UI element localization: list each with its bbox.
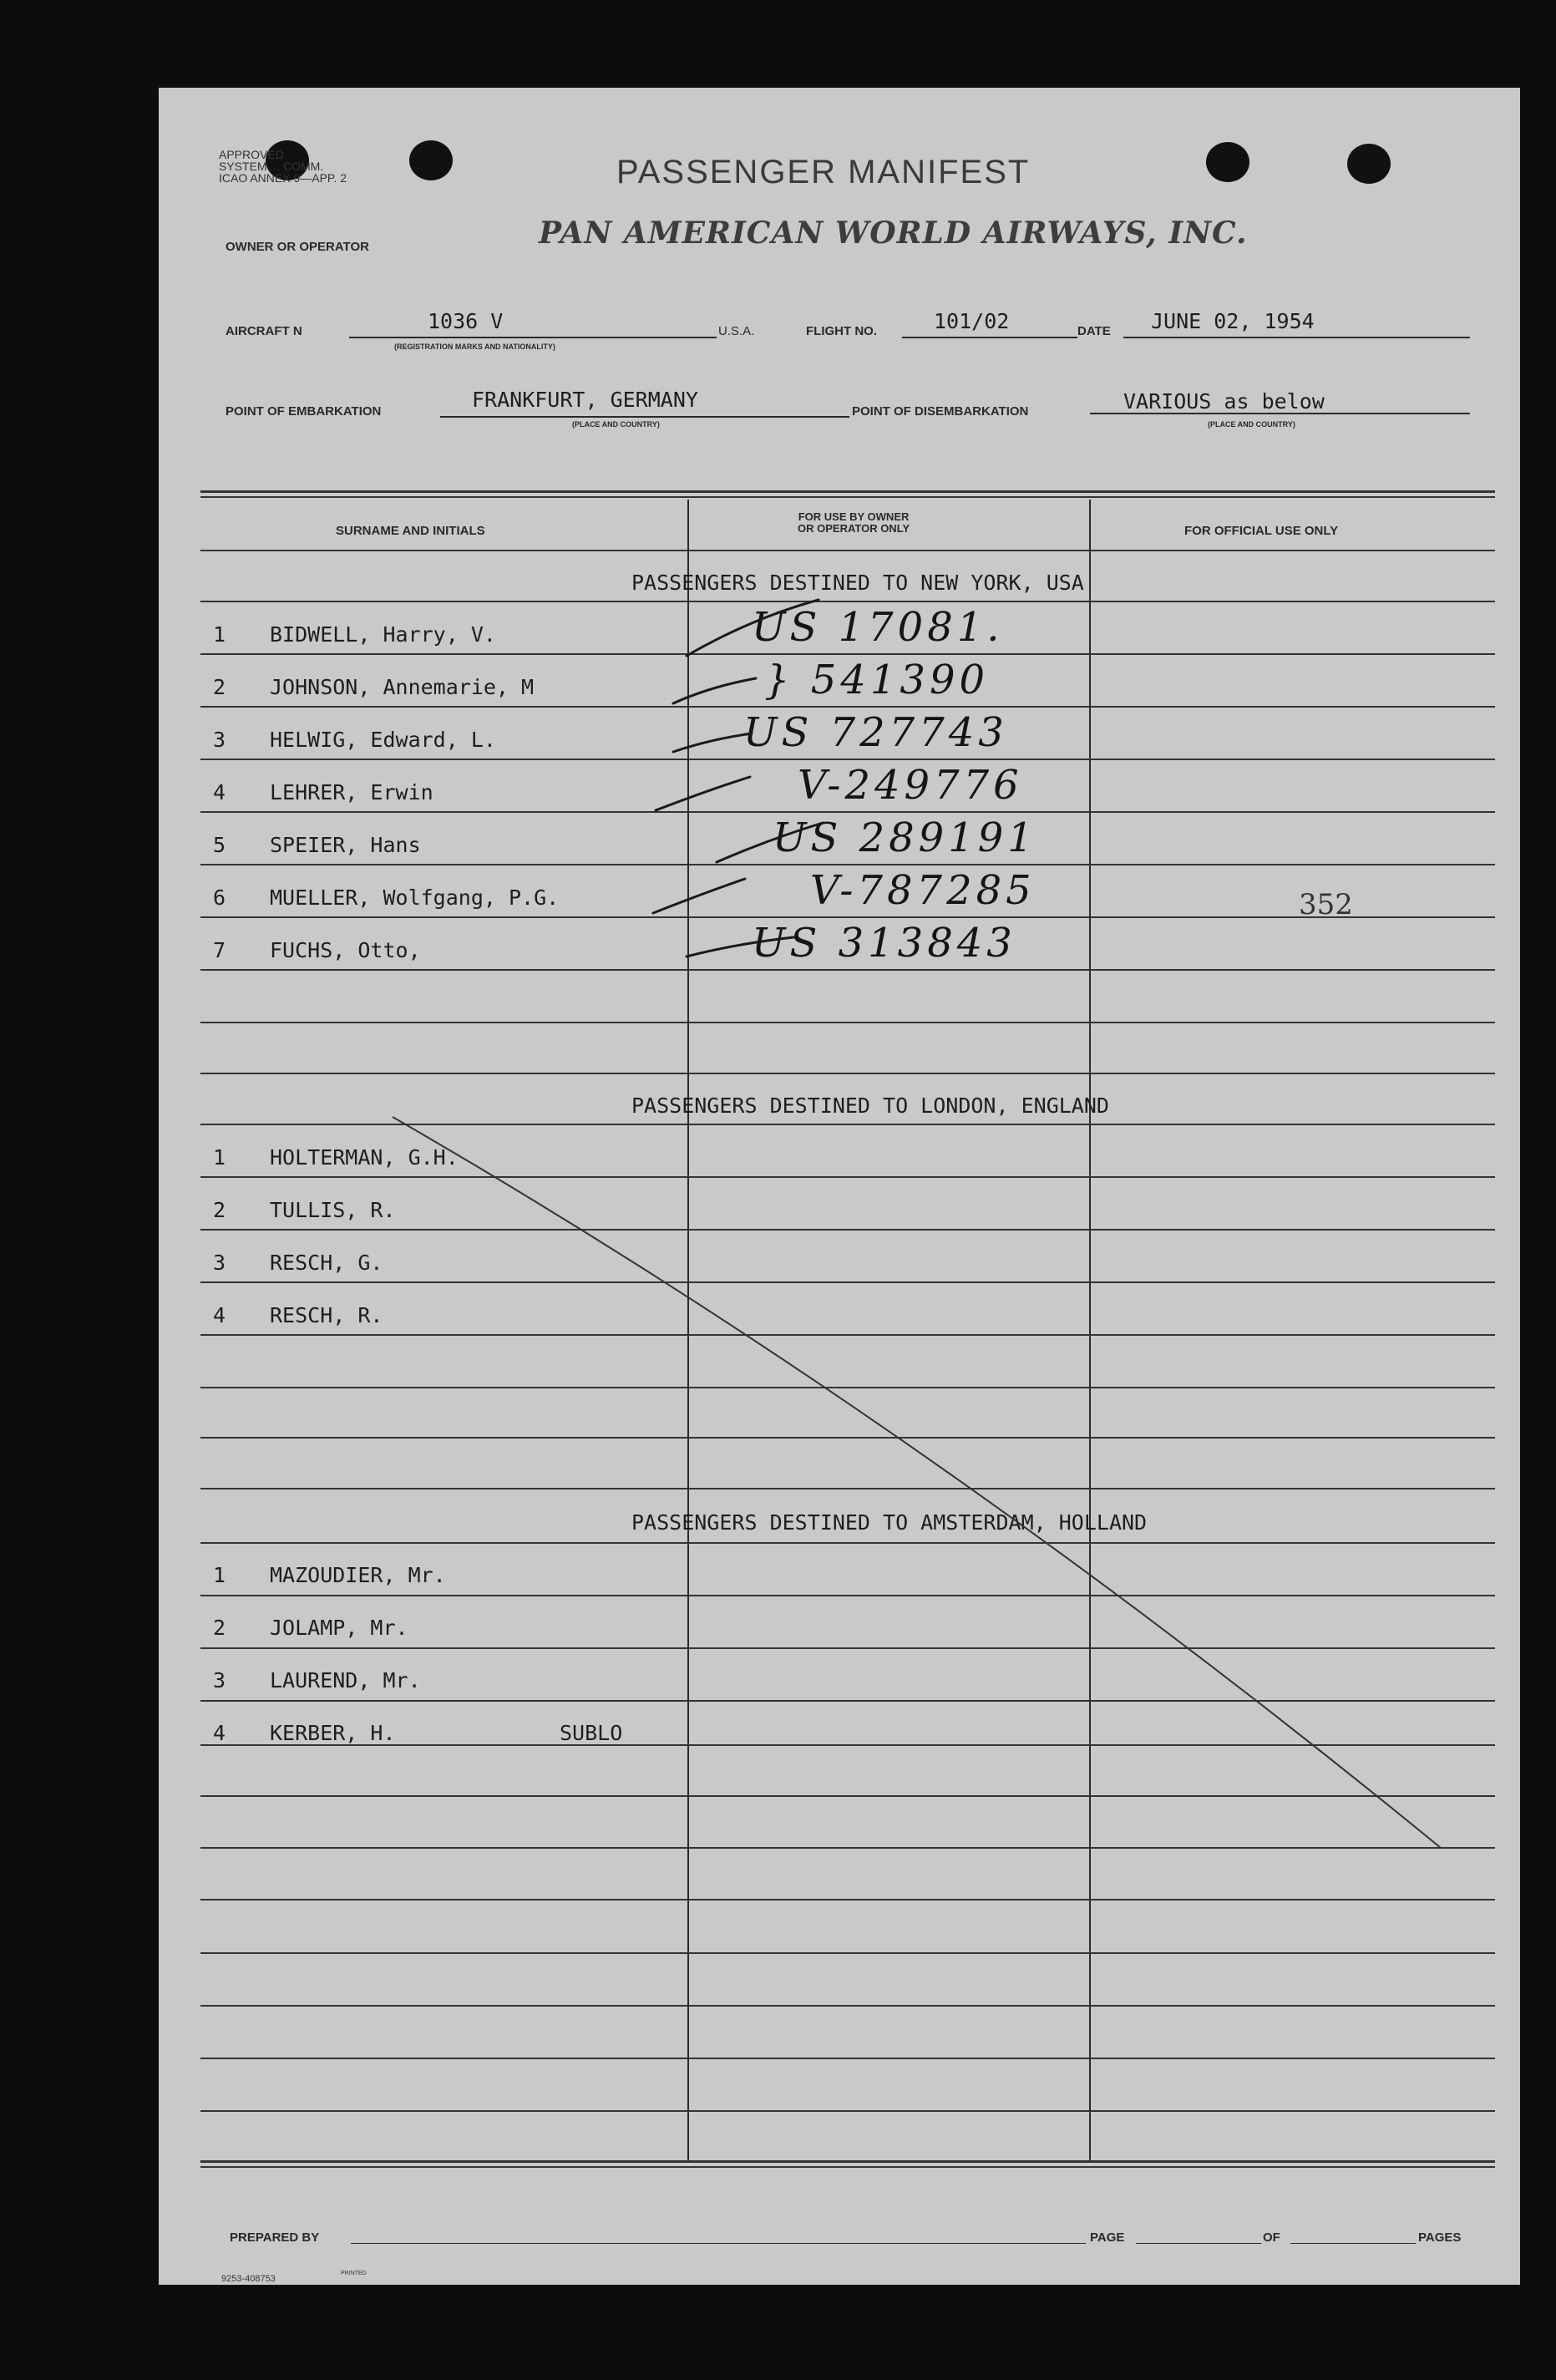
tick-mark — [673, 678, 756, 703]
passenger-name: LAUREND, Mr. — [270, 1668, 421, 1692]
passenger-name: MAZOUDIER, Mr. — [270, 1563, 446, 1587]
approval-line: ICAO ANNEX 9—APP. 2 — [219, 171, 347, 185]
passport-number: } 541390 — [764, 657, 990, 703]
aircraft-label: AIRCRAFT N — [226, 324, 302, 338]
of-underline — [1290, 2243, 1416, 2244]
passenger-number: 1 — [213, 622, 226, 647]
approval-line: APPROVED — [219, 148, 284, 161]
passenger-number: 6 — [213, 886, 226, 910]
manifest-title: PASSENGER MANIFEST — [616, 154, 1031, 190]
passenger-name: FUCHS, Otto, — [270, 938, 421, 962]
passport-number: US 727743 — [743, 709, 1008, 756]
section-heading-london: PASSENGERS DESTINED TO LONDON, ENGLAND — [631, 1094, 1109, 1118]
approval-line: SYSTEM ... COMM. — [219, 160, 324, 173]
form-number: 9253-408753 — [221, 2274, 276, 2284]
disembark-place-note: (PLACE AND COUNTRY) — [1208, 420, 1295, 429]
usa-label: U.S.A. — [718, 324, 755, 338]
of-label: OF — [1263, 2230, 1280, 2245]
passport-number: US 313843 — [752, 920, 1016, 967]
tick-mark — [673, 733, 752, 752]
official-note: 352 — [1299, 888, 1353, 921]
passenger-name: MUELLER, Wolfgang, P.G. — [270, 886, 560, 910]
embark-place-note: (PLACE AND COUNTRY) — [572, 420, 660, 429]
diagonal-strike-line — [393, 1117, 1441, 1848]
owner-use-line-2: OR OPERATOR ONLY — [798, 522, 910, 535]
tick-mark — [656, 777, 750, 810]
tick-mark — [653, 879, 745, 913]
disembark-label: POINT OF DISEMBARKATION — [852, 404, 1029, 419]
passenger-name: TULLIS, R. — [270, 1198, 396, 1222]
prepared-label: PREPARED BY — [230, 2230, 320, 2245]
passport-number: V-249776 — [798, 762, 1023, 809]
tick-mark — [717, 823, 823, 862]
passenger-number: 5 — [213, 833, 226, 857]
passenger-name: LEHRER, Erwin — [270, 780, 433, 804]
printed-mark: PRINTED — [341, 2271, 367, 2276]
embark-value: FRANKFURT, GERMANY — [472, 388, 698, 412]
passenger-name: KERBER, H. — [270, 1721, 396, 1745]
passenger-number: 2 — [213, 1198, 226, 1222]
owner-use-line-1: FOR USE BY OWNER — [798, 510, 910, 523]
passenger-number: 2 — [213, 675, 226, 699]
passenger-name: JOHNSON, Annemarie, M — [270, 675, 535, 699]
page-underline — [1136, 2243, 1261, 2244]
tick-mark — [687, 937, 793, 957]
pages-label: PAGES — [1418, 2230, 1462, 2245]
section-heading-new-york: PASSENGERS DESTINED TO NEW YORK, USA — [631, 571, 1084, 595]
passport-number: US 289191 — [773, 814, 1037, 861]
flight-value: 101/02 — [934, 309, 1010, 333]
passenger-number: 3 — [213, 1251, 226, 1275]
passport-number: US 17081. — [752, 604, 1004, 651]
passenger-name: RESCH, R. — [270, 1303, 383, 1327]
column-header-surname: SURNAME AND INITIALS — [336, 524, 485, 538]
passenger-name: HOLTERMAN, G.H. — [270, 1145, 459, 1170]
passenger-number: 4 — [213, 1303, 226, 1327]
passenger-number: 3 — [213, 728, 226, 752]
passenger-remark: SUBLO — [560, 1721, 623, 1745]
prepared-underline — [351, 2243, 1086, 2244]
flight-label: FLIGHT NO. — [806, 324, 877, 338]
passenger-name: BIDWELL, Harry, V. — [270, 622, 496, 647]
aircraft-value: 1036 V — [428, 309, 504, 333]
column-header-official: FOR OFFICIAL USE ONLY — [1184, 524, 1339, 538]
embark-label: POINT OF EMBARKATION — [226, 404, 382, 419]
passport-number: V-787285 — [810, 867, 1036, 914]
date-value: JUNE 02, 1954 — [1151, 309, 1315, 333]
passenger-name: SPEIER, Hans — [270, 833, 421, 857]
page-label: PAGE — [1090, 2230, 1125, 2245]
disembark-value: VARIOUS as below — [1123, 389, 1325, 414]
passenger-name: HELWIG, Edward, L. — [270, 728, 496, 752]
owner-label: OWNER OR OPERATOR — [226, 240, 369, 254]
tick-mark — [687, 600, 819, 656]
passenger-name: RESCH, G. — [270, 1251, 383, 1275]
section-heading-amsterdam: PASSENGERS DESTINED TO AMSTERDAM, HOLLAND — [631, 1510, 1148, 1535]
passenger-number: 4 — [213, 1721, 226, 1745]
airline-name: PAN AMERICAN WORLD AIRWAYS, INC. — [539, 216, 1248, 251]
passenger-number: 2 — [213, 1616, 226, 1640]
registration-note: (REGISTRATION MARKS AND NATIONALITY) — [394, 343, 555, 351]
passenger-name: JOLAMP, Mr. — [270, 1616, 408, 1640]
passenger-number: 3 — [213, 1668, 226, 1692]
passenger-number: 4 — [213, 780, 226, 804]
date-label: DATE — [1077, 324, 1111, 338]
passenger-number: 7 — [213, 938, 226, 962]
passenger-number: 1 — [213, 1145, 226, 1170]
passenger-number: 1 — [213, 1563, 226, 1587]
